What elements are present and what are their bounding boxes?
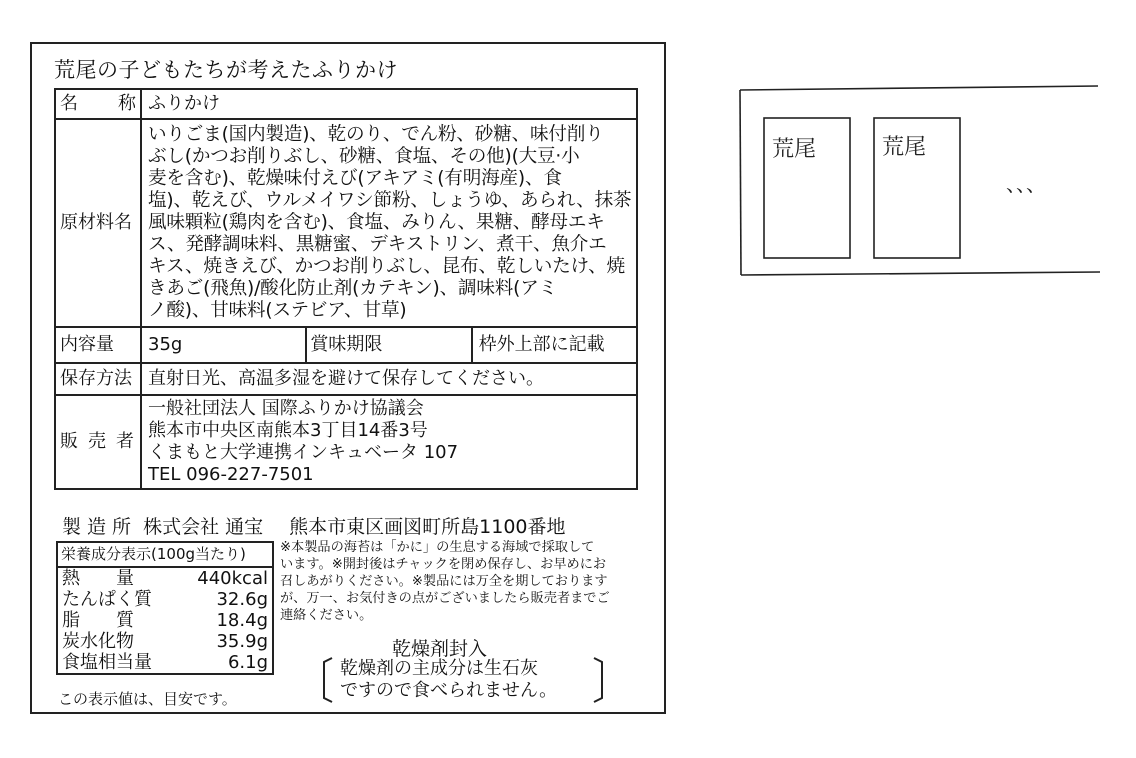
manufacturer-company: 株式会社 通宝	[143, 516, 264, 538]
package-sketch-drawing	[736, 82, 1106, 282]
seller-row	[55, 395, 637, 489]
footnote: この表示値は、目安です。	[58, 690, 237, 708]
storage-head: 保存方法	[55, 363, 141, 395]
manufacturer-label: 製造所	[62, 516, 138, 538]
ingredients-head: 原材料名	[55, 119, 141, 327]
nutrition-row: 食塩相当量 6.1g	[62, 652, 268, 673]
expiry-head: 賞味期限	[306, 327, 471, 363]
food-label	[30, 42, 666, 714]
desiccant-notice: 乾燥剤の主成分は生石灰 ですので食べられません。	[318, 656, 608, 704]
storage-row	[55, 363, 637, 395]
nutrition-row: 脂 質 18.4g	[62, 610, 268, 631]
name-head: 名 称	[55, 89, 141, 119]
nutrition-row: 熱 量 440kcal	[62, 568, 268, 589]
name-value: ふりかけ	[141, 89, 637, 119]
nutrition-header-row	[57, 542, 273, 567]
name-row	[55, 89, 637, 119]
label-info-table	[54, 88, 638, 490]
seller-value: 一般社団法人 国際ふりかけ協議会 熊本市中央区南熊本3丁目14番3号 くまもと大学連携インキュベータ 107 TEL 096-227-7501	[141, 395, 637, 489]
desiccant-title: 乾燥剤封入	[392, 638, 488, 660]
nutrition-table	[56, 541, 274, 675]
nutrition-row: 炭水化物 35.9g	[62, 631, 268, 652]
storage-value: 直射日光、高温多湿を避けて保存してください。	[141, 363, 637, 395]
package-sketch	[736, 82, 1106, 286]
nutrition-row: たんぱく質 32.6g	[62, 589, 268, 610]
nutrition-head: 栄養成分表示(100g当たり)	[57, 542, 273, 567]
capacity-value: 35g	[141, 327, 306, 363]
ingredients-value: いりごま(国内製造)、乾のり、でん粉、砂糖、味付削り ぶし(かつお削りぶし、砂糖、食塩、その他)(大豆·小 麦を含む)、乾燥味付えび(アキアミ(有明海産)、食 塩)、乾えび、ウルメイワシ節粉、しょうゆ、あられ、抹茶 風味顆粒(鶏肉を含む)、食塩、みりん、果糖、酵母エキ ス、発酵調味料、黒糖蜜、デキストリン、煮干、魚介エ キス、焼きえび、かつお削りぶし、昆布、乾しいたけ、焼 きあご(飛魚)/酸化防止剤(カテキン)、調味料(アミ ノ酸)、甘味料(ステビア、甘草)	[141, 119, 637, 327]
expiry-value: 枠外上部に記載	[472, 327, 637, 363]
caution-note: ※本製品の海苔は「かに」の生息する海域で採取して います。※開封後はチャックを閉め保存し、お早めにお 召しあがりください。※製品には万全を期しております が、万一、お気付きの点がございましたら販売者までご 連絡ください。	[280, 540, 610, 623]
product-title: 荒尾の子どもたちが考えたふりかけ	[54, 58, 398, 82]
ingredients-row	[55, 119, 637, 327]
capacity-head: 内容量	[55, 327, 141, 363]
sketch-box-2-text: 荒尾	[882, 135, 927, 160]
manufacturer-address: 熊本市東区画図町所島1100番地	[289, 516, 566, 538]
sketch-ellipsis: 、、、	[1006, 172, 1046, 196]
seller-head: 販売者	[55, 395, 141, 489]
sketch-box-1-text: 荒尾	[772, 137, 817, 162]
capacity-row	[55, 327, 637, 363]
manufacturer-line	[62, 512, 566, 539]
